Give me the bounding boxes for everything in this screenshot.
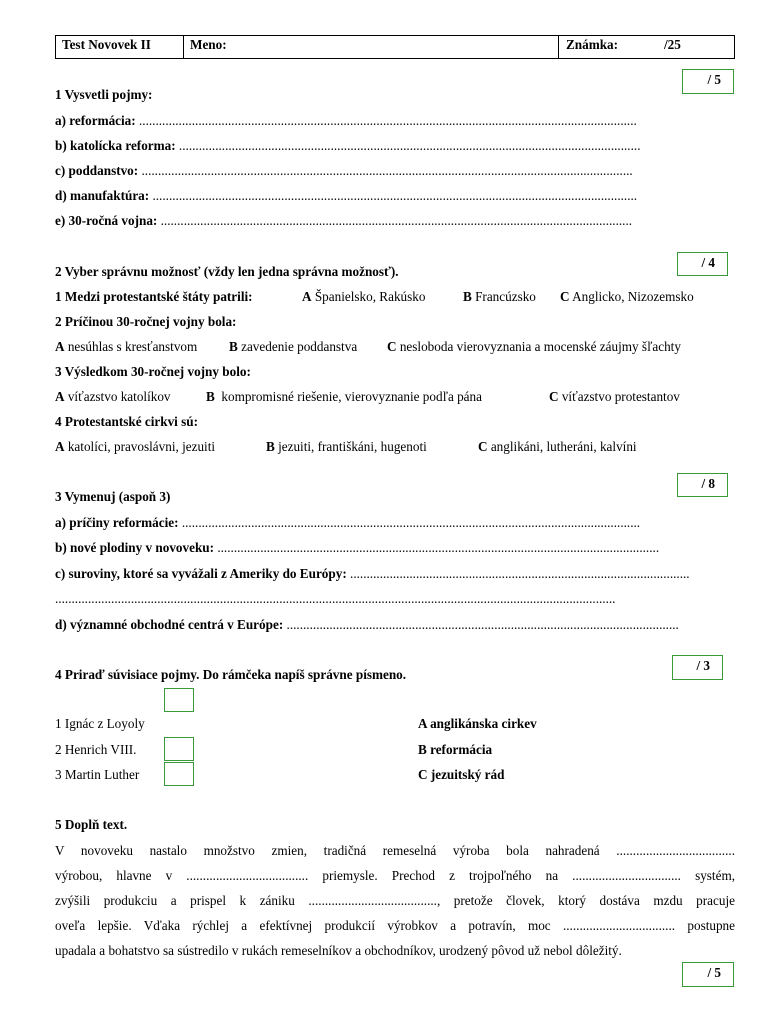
section2-title: 2 Vyber správnu možnosť (vždy len jedna správna možnosť). <box>55 264 399 279</box>
option-text: Španielsko, Rakúsko <box>314 289 426 304</box>
option-letter: B <box>206 389 215 404</box>
item-label: b) katolícka reforma: <box>55 138 176 153</box>
section1-item <box>55 112 637 129</box>
option-text: kompromisné riešenie, vierovyznanie podľa pána <box>221 389 482 404</box>
item-label: d) významné obchodné centrá v Európe: <box>55 617 284 632</box>
header-divider <box>558 36 559 58</box>
answer-line: ..................................................................................................................................................... <box>141 163 633 178</box>
item-label: b) nové plodiny v novoveku: <box>55 540 215 555</box>
item-label: a) reformácia: <box>55 113 136 128</box>
match-right-item: C jezuitský rád <box>418 767 505 782</box>
header-table <box>55 35 735 59</box>
item-label: c) suroviny, ktoré sa vyvážali z Ameriky do Európy: <box>55 566 347 581</box>
match-left-item: 3 Martin Luther <box>55 767 140 782</box>
option-text: anglikáni, lutheráni, kalvíni <box>490 439 637 454</box>
answer-box[interactable] <box>164 762 194 786</box>
answer-line: ...................................................................................................................................... <box>217 540 660 555</box>
option-text: zavedenie poddanstva <box>241 339 358 354</box>
section5-text-line: zvýšili produkciu a prispel k zániku ......................................., pretože človek, ktorý dostáva mzdu pracuje <box>55 893 735 908</box>
answer-line: ........................................................................................................................................... <box>181 515 641 530</box>
option-letter: C <box>478 439 488 454</box>
section5-text-line: oveľa lepšie. Vďaka rýchlej a efektívnej produkcií výrobkov a potravín, moc .................................. postupne <box>55 918 735 933</box>
grade-label: Známka: <box>566 37 619 52</box>
name-label: Meno: <box>190 37 227 52</box>
section1-item <box>55 162 633 179</box>
option-letter: B <box>266 439 275 454</box>
answer-line: .......................................................................................................................................................................... <box>55 591 616 606</box>
q4-option-a <box>55 438 215 455</box>
q2-option-a <box>55 338 197 355</box>
section4-score-box: / 3 <box>672 655 723 680</box>
option-letter: B <box>229 339 238 354</box>
q3-question: 3 Výsledkom 30-ročnej vojny bolo: <box>55 364 251 379</box>
q2-option-b <box>229 338 357 355</box>
section1-item <box>55 137 640 154</box>
match-left-item: 1 Ignác z Loyoly <box>55 716 145 731</box>
match-left-item: 2 Henrich VIII. <box>55 742 137 757</box>
q3-option-a <box>55 388 171 405</box>
section3-score-box: / 8 <box>677 473 728 497</box>
answer-box[interactable] <box>164 688 194 712</box>
option-letter: C <box>387 339 397 354</box>
q4-option-b <box>266 438 427 455</box>
section1-score-box: / 5 <box>682 69 734 94</box>
q4-question: 4 Protestantské cirkvi sú: <box>55 414 198 429</box>
q4-option-c <box>478 438 637 455</box>
q1-question: 1 Medzi protestantské štáty patrili: <box>55 289 253 304</box>
q3-option-b <box>206 388 482 405</box>
q2-question: 2 Príčinou 30-ročnej vojny bola: <box>55 314 237 329</box>
grade-total: /25 <box>664 37 681 52</box>
section2-score-box: / 4 <box>677 252 728 276</box>
section5-text-line: upadala a bohatstvo sa sústredilo v rukách remeselníkov a obchodníkov, urodzený pôvod už nebol dôležitý. <box>55 943 622 958</box>
section3-item <box>55 565 690 582</box>
option-letter: B <box>463 289 472 304</box>
option-text: nesloboda vierovyznania a mocenské záujmy šľachty <box>399 339 681 354</box>
section3-item <box>55 616 679 633</box>
option-text: Francúzsko <box>475 289 536 304</box>
item-label: c) poddanstvo: <box>55 163 139 178</box>
q3-option-c <box>549 388 680 405</box>
answer-line: ....................................................................................................................................................... <box>138 113 637 128</box>
option-letter: A <box>55 339 65 354</box>
answer-line: ................................................................................................................................................... <box>152 188 638 203</box>
section1-item <box>55 212 632 229</box>
q1-option-b <box>463 288 536 305</box>
section3-item <box>55 590 615 607</box>
q1-option-a <box>302 288 425 305</box>
option-text: jezuiti, františkáni, hugenoti <box>278 439 427 454</box>
section4-title: 4 Priraď súvisiace pojmy. Do rámčeka napíš správne písmeno. <box>55 667 407 682</box>
option-text: katolíci, pravoslávni, jezuiti <box>67 439 216 454</box>
answer-line: ............................................................................................................................................ <box>178 138 641 153</box>
section3-title: 3 Vymenuj (aspoň 3) <box>55 489 171 504</box>
option-letter: C <box>560 289 570 304</box>
section5-score-box: / 5 <box>682 962 734 987</box>
item-label: e) 30-ročná vojna: <box>55 213 158 228</box>
option-letter: A <box>302 289 312 304</box>
test-title: Test Novovek II <box>62 37 151 52</box>
answer-line: ....................................................................................................... <box>350 566 690 581</box>
option-letter: C <box>549 389 559 404</box>
item-label: a) príčiny reformácie: <box>55 515 179 530</box>
q1-option-c <box>560 288 694 305</box>
section1-item <box>55 187 637 204</box>
answer-box[interactable] <box>164 737 194 761</box>
section1-title: 1 Vysvetli pojmy: <box>55 87 153 102</box>
section3-item <box>55 514 640 531</box>
match-right-item: A anglikánska cirkev <box>418 716 537 731</box>
section5-text-line: V novoveku nastalo množstvo zmien, tradičná remeselná výroba bola nahradená .................................... <box>55 843 735 858</box>
section5-text-line: výrobou, hlavne v ..................................... priemysle. Prechod z trojpoľného na ................................. systém, <box>55 868 735 883</box>
match-right-item: B reformácia <box>418 742 493 757</box>
option-text: nesúhlas s kresťanstvom <box>67 339 198 354</box>
option-text: víťazstvo katolíkov <box>67 389 171 404</box>
option-letter: A <box>55 389 65 404</box>
option-text: víťazstvo protestantov <box>561 389 680 404</box>
option-text: Anglicko, Nizozemsko <box>572 289 694 304</box>
q2-option-c <box>387 338 681 355</box>
answer-line: ............................................................................................................................................... <box>160 213 633 228</box>
item-label: d) manufaktúra: <box>55 188 150 203</box>
section3-item <box>55 539 659 556</box>
option-letter: A <box>55 439 65 454</box>
answer-line: ....................................................................................................................... <box>286 617 679 632</box>
section5-title: 5 Doplň text. <box>55 817 128 832</box>
